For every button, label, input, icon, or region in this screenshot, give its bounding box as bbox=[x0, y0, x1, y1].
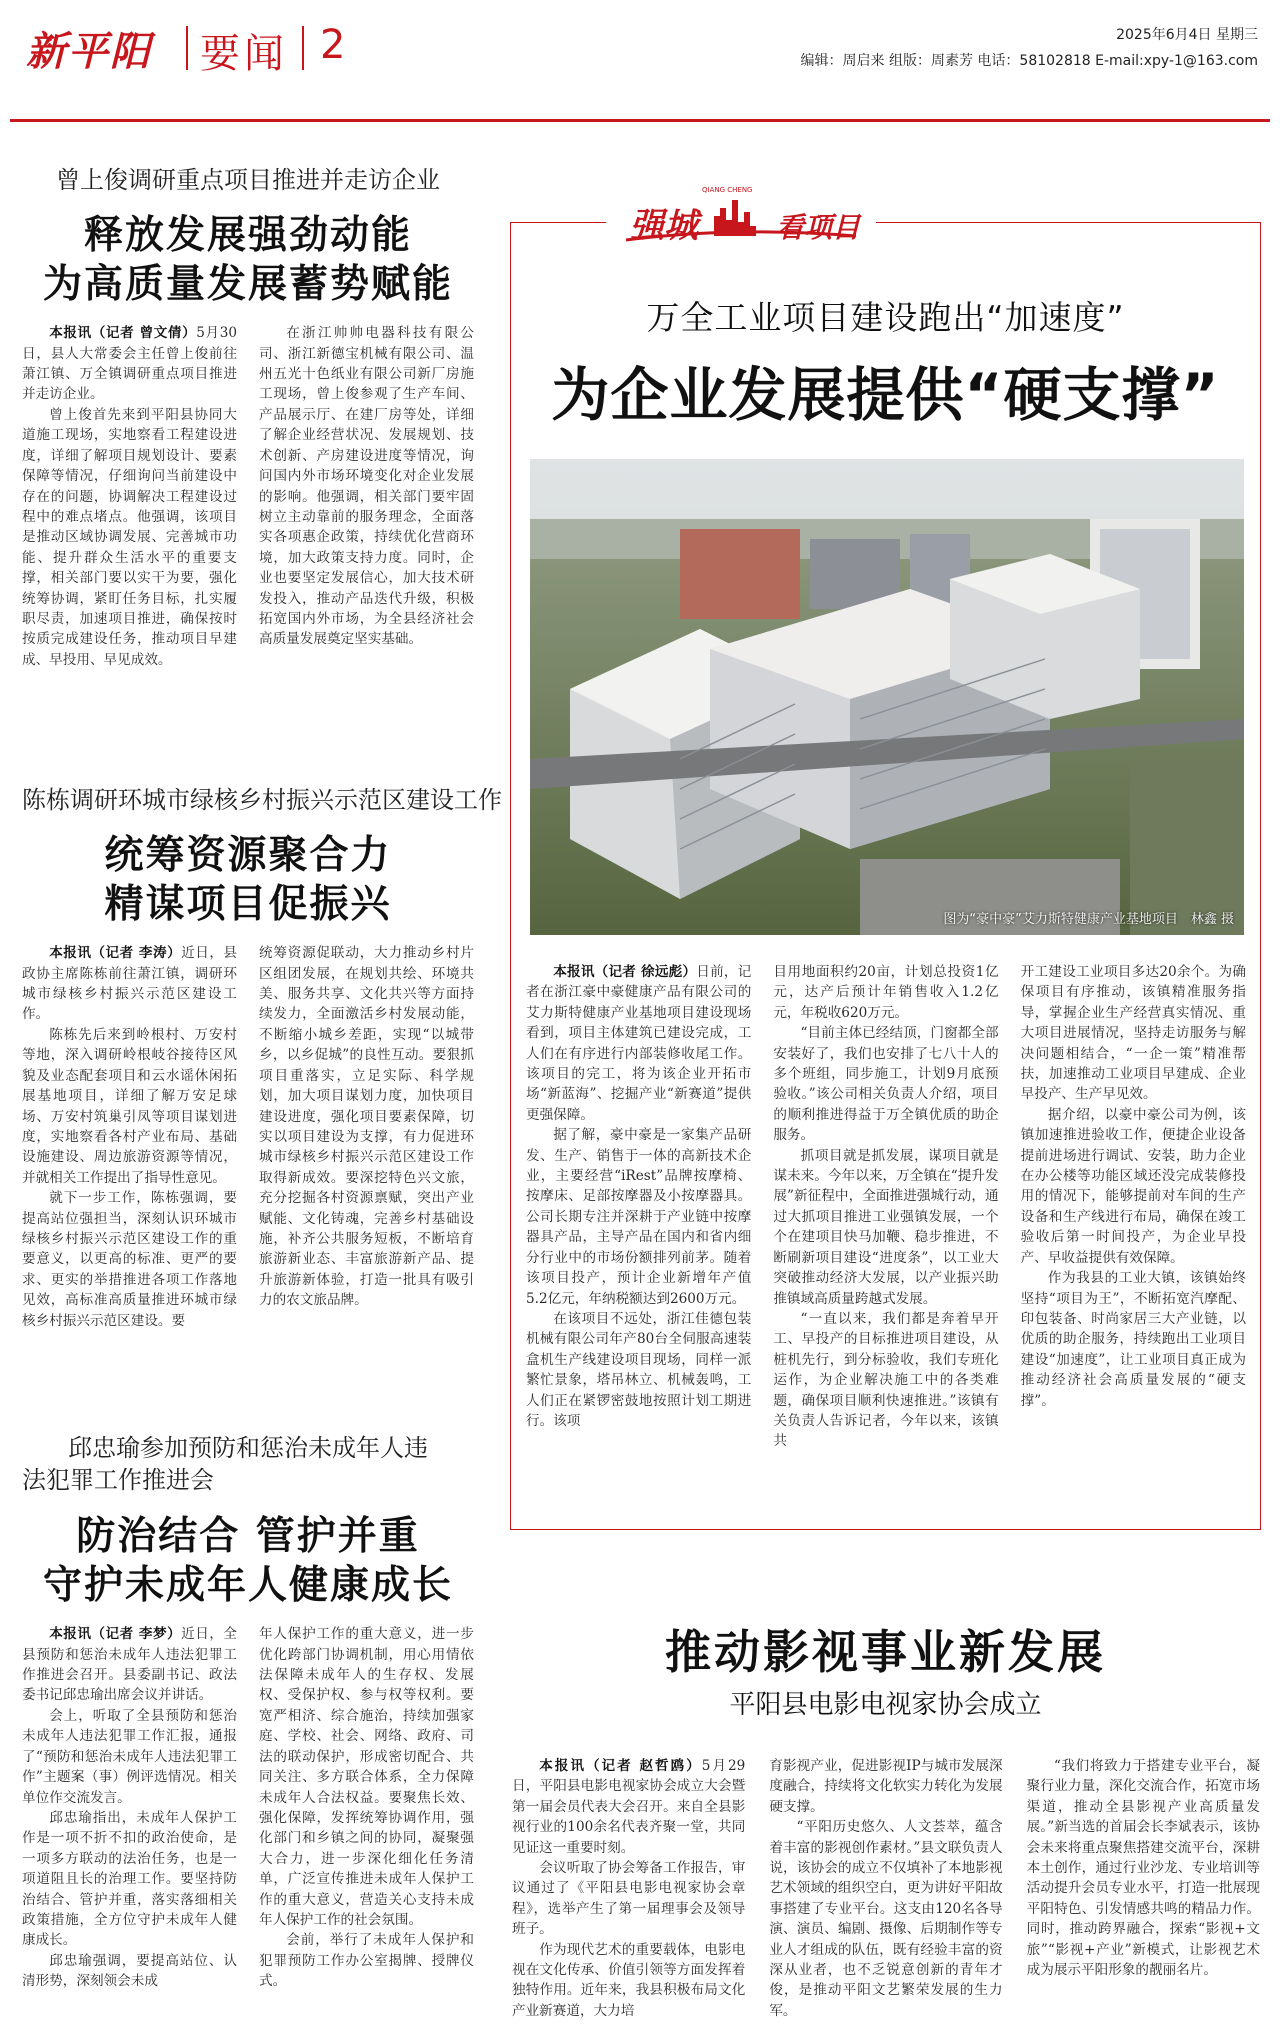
article-headline bbox=[22, 831, 474, 929]
factory-aerial-photo bbox=[530, 459, 1244, 935]
body-column bbox=[22, 1624, 237, 1992]
article-rural-revitalization bbox=[22, 780, 502, 1331]
headline-line: 统筹资源聚合力 bbox=[104, 833, 392, 878]
paragraph: “目前主体已经结顶，门窗都全部安装好了，我们也安排了七八十人的多个班组，同步施工，计划9月底预验收。”该公司相关负责人介绍，项目的顺利推进得益于万全镇优质的助企服务。 bbox=[773, 1025, 999, 1144]
article-project-visit bbox=[22, 160, 474, 670]
kicker-line: 法犯罪工作推进会 bbox=[22, 1466, 214, 1494]
byline: 本报讯（记者 徐远彪） bbox=[553, 964, 697, 980]
paragraph: 作为我县的工业大镇，该镇始终坚持“项目为王”，不断拓宽汽摩配、印包装备、时尚家居三大产业链，以优质的助企服务，持续跑出工业项目建设“加速度”，让工业项目真正成为推动经济社会高质量发展的“硬支撑”。 bbox=[1020, 1270, 1246, 1409]
paragraph: 会议听取了协会筹备工作报告，审议通过了《平阳县电影电视家协会章程》，选举产生了第一届理事会及领导班子。 bbox=[512, 1860, 746, 1938]
article-minor-protection bbox=[22, 1432, 474, 1992]
paragraph: 会前，举行了未成年人保护和犯罪预防工作办公室揭牌、授牌仪式。 bbox=[259, 1932, 474, 1990]
section-title: 要闻 bbox=[200, 31, 288, 77]
body-column bbox=[22, 323, 237, 670]
byline: 本报讯（记者 李涛） bbox=[49, 945, 182, 962]
article-kicker bbox=[22, 1432, 474, 1496]
body-column bbox=[773, 962, 998, 1452]
paragraph: 近日，县政协主席陈栋前往萧江镇，调研环城市绿核乡村振兴示范区建设工作。 bbox=[22, 945, 237, 1023]
paragraph: 曾上俊首先来到平阳县协同大道施工现场，实地察看工程建设进度，详细了解项目规划设计、要素保障等情况，仔细询问当前建设中存在的问题，协调解决工程建设过程中的难点堵点。他强调，该项目是推动区域协调发展、完善城市功能、提升群众生活水平的重要支撑，相关部门要以实干为要，强化统筹协调，紧盯任务目标，扎实履职尽责，加速项目推进，确保按时按质完成建设任务，推动项目早建成、早投用、早见成效。 bbox=[22, 406, 237, 668]
headline-line: 守护未成年人健康成长 bbox=[42, 1563, 453, 1609]
strong-city-logo bbox=[606, 186, 876, 252]
masthead-divider bbox=[302, 26, 304, 70]
paragraph: 就下一步工作，陈栋强调，要提高站位强担当，深刻认识环城市绿核乡村振兴示范区建设工作的重要意义，以更高的标准、更严的要求、更实的举措推进各项工作落地见效，高标准高质量推进环城市绿核乡村振兴示范区建设。要 bbox=[22, 1190, 237, 1329]
article-headline bbox=[22, 211, 474, 309]
masthead-divider bbox=[186, 26, 188, 70]
paragraph: 邱忠瑜指出，未成年人保护工作是一项不折不扣的政治使命，是一项多方联动的法治任务，也是一项道阻且长的治理工作。要坚持防治结合、管护并重，落实落细相关政策措施，全方位守护未成年人健康成长。 bbox=[22, 1809, 237, 1949]
byline: 本报讯（记者 李梦） bbox=[49, 1626, 182, 1643]
body-column bbox=[259, 1624, 474, 1992]
headline-line: 为高质量发展蓄势赋能 bbox=[42, 262, 453, 308]
body-column bbox=[259, 943, 474, 1331]
film-subheadline: 平阳县电影电视家协会成立 bbox=[729, 1690, 1042, 1720]
body-column bbox=[22, 943, 237, 1331]
article-body bbox=[22, 1624, 474, 1992]
paper-logo: 新平阳 bbox=[26, 28, 152, 75]
paragraph: “我们将致力于搭建专业平台，凝聚行业力量，深化交流合作，拓宽市场渠道，推动全县影视产业高质量发展。”新当选的首届会长李斌表示，该协会未来将重点聚焦搭建交流平台，深耕本土创作，通过行业沙龙、专业培训等活动提升会员专业水平，打造一批展现平阳特色、引发情感共鸣的精品力作。同时，推动跨界融合，探索“影视+文旅”“影视+产业”新模式，让影视艺术成为展示平阳形象的靓丽名片。 bbox=[1026, 1758, 1260, 1979]
body-column bbox=[1027, 1756, 1260, 2026]
logo-main-text: 强城 bbox=[630, 206, 698, 246]
kicker-line: 邱忠瑜参加预防和惩治未成年人违 bbox=[68, 1434, 428, 1462]
photo-caption: 图为“豪中豪”艾力斯特健康产业基地项目 林鑫 摄 bbox=[943, 912, 1234, 927]
masthead bbox=[0, 0, 1280, 120]
paragraph: 目用地面积约20亩，计划总投资1亿元，达产后预计年销售收入1.2亿元，年税收620万元。 bbox=[773, 964, 999, 1021]
article-kicker: 陈栋调研环城市绿核乡村振兴示范区建设工作 bbox=[22, 786, 502, 814]
film-headline: 推动影视事业新发展 bbox=[665, 1625, 1106, 1679]
paragraph: 近日，全县预防和惩治未成年人违法犯罪工作推进会召开。县委副书记、政法委书记邱忠瑜出席会议并讲话。 bbox=[22, 1626, 237, 1704]
issue-date: 2025年6月4日 星期三 bbox=[1116, 27, 1258, 43]
paragraph: 日前，记者在浙江豪中豪健康产品有限公司的艾力斯特健康产业基地项目建设现场看到，项目主体建筑已建设完成，工人们在有序进行内部装修收尾工作。该项目的完工，将为该企业开拓市场“新蓝海”、挖掘产业“新赛道”提供更强保障。 bbox=[526, 964, 752, 1123]
body-column bbox=[259, 323, 474, 670]
paragraph: 开工建设工业项目多达20余个。为确保项目有序推动，该镇精准服务指导，掌握企业生产经营真实情况、重大项目进展情况，坚持走访服务与解决问题相结合，“一企一策”精准帮扶，加速推动工业项目早建成、企业早投产、生产早见效。 bbox=[1020, 964, 1246, 1103]
logo-pinyin: QIANG CHENG bbox=[702, 186, 753, 194]
headline-line: 防治结合 管护并重 bbox=[76, 1514, 420, 1559]
editor-info: 编辑：周启来 组版：周素芳 电话：58102818 E-mail:xpy-1@163.com bbox=[800, 53, 1258, 69]
paragraph: “一直以来，我们都是奔着早开工、早投产的目标推进项目建设，从桩机先行，到分标验收，我们专班化运作，为企业解决施工中的各类难题，确保项目顺利快速推进。”该镇有关负责人告诉记者，今年以来，该镇共 bbox=[773, 1310, 999, 1450]
body-column bbox=[526, 962, 751, 1452]
article-headline bbox=[22, 1512, 474, 1610]
film-body bbox=[512, 1756, 1260, 2026]
masthead-rule bbox=[10, 119, 1270, 122]
paragraph: 在浙江帅帅电器科技有限公司、浙江新德宝机械有限公司、温州五光十色纸业有限公司新厂房施工现场，曾上俊参观了生产车间、产品展示厅、在建厂房等处，详细了解企业经营状况、发展规划、技术创新、产房建设进度等情况，询问国内外市场环境变化对企业发展的影响。他强调，相关部门要牢固树立主动靠前的服务理念，全面落实各项惠企政策，持续优化营商环境，加大政策支持力度。同时，企业也要坚定发展信心，加大技术研发投入，推动产品迭代升级，积极拓宽国内外市场，为全县经济社会高质量发展奠定坚实基础。 bbox=[259, 325, 474, 648]
headline-line: 释放发展强劲动能 bbox=[83, 213, 412, 258]
body-column bbox=[769, 1756, 1002, 2026]
paragraph: 据了解，豪中豪是一家集产品研发、生产、销售于一体的高新技术企业，主要经营“iRest”品牌按摩椅、按摩床、足部按摩器及小按摩器具。公司长期专注并深耕于产业链中按摩器具产品，主导产品在国内和省内细分行业中的市场份额排列前茅。随着该项目投产，预计企业新增年产值5.2亿元，年纳税额达到2600万元。 bbox=[526, 1127, 752, 1307]
paragraph: 5月30日，县人大常委会主任曾上俊前往萧江镇、万全镇调研重点项目推进并走访企业。 bbox=[22, 325, 238, 403]
paragraph: 在该项目不远处，浙江佳德包装机械有限公司年产80台全伺服高速装盒机生产线建设项目现场，同样一派繁忙景象，塔吊林立、机械轰鸣，工人们正在紧锣密鼓地按照计划工期进行。该项 bbox=[526, 1310, 752, 1429]
feature-subheadline: 万全工业项目建设跑出“加速度” bbox=[646, 298, 1125, 337]
feature-photo bbox=[530, 459, 1244, 935]
paragraph: 统筹资源促联动，大力推动乡村片区组团发展，在规划共绘、环境共美、服务共享、文化共兴等方面持续发力，全面激活乡村发展动能，不断缩小城乡差距，实现“以城带乡，以乡促城”的良性互动。要狠抓项目重落实，立足实际、科学规划，加大项目谋划力度，加快项目建设进度，强化项目要素保障，切实以项目建设为支撑，有力促进环城市绿核乡村振兴示范区建设工作取得新成效。要深挖特色兴文旅，充分挖掘各村资源禀赋，突出产业赋能、文化铸魂，完善乡村基础设施，补齐公共服务短板，不断培育旅游新业态、丰富旅游新产品、提升旅游新体验，打造一批具有吸引力的农文旅品牌。 bbox=[259, 945, 474, 1309]
article-body bbox=[22, 323, 474, 670]
paragraph: 5月29日，平阳县电影电视家协会成立大会暨第一届会员代表大会召开。来自全县影视行业的100余名代表齐聚一堂，共同见证这一重要时刻。 bbox=[512, 1758, 746, 1856]
paragraph: 据介绍，以豪中豪公司为例，该镇加速推进验收工作，便捷企业设备提前进场进行调试、安装，助力企业在办公楼等功能区域还没完成装修投用的情况下，能够提前对车间的生产设备和生产线进行布局，确保在竣工验收后第一时间投产，为企业早投产、早收益提供有效保障。 bbox=[1020, 1106, 1246, 1266]
headline-line: 精谋项目促振兴 bbox=[104, 882, 392, 928]
paragraph: 邱忠瑜强调，要提高站位、认清形势，深刻领会未成 bbox=[22, 1952, 237, 1990]
body-column bbox=[1021, 962, 1246, 1452]
body-column bbox=[512, 1756, 745, 2026]
paragraph: “平阳历史悠久、人文荟萃，蕴含着丰富的影视创作素材。”县文联负责人说，该协会的成立不仅填补了本地影视艺术领域的组织空白，更为讲好平阳故事搭建了专业平台。这支由120名各导演、演员、编剧、摄像、后期制作等专业人才组成的队伍，既有经验丰富的资深从业者，也不乏锐意创新的青年才俊，是推动平阳文艺繁荣发展的生力军。 bbox=[769, 1819, 1003, 2019]
paragraph: 作为现代艺术的重要载体，电影电视在文化传承、价值引领等方面发挥着独特作用。近年来，我县积极布局文化产业新赛道，大力培 bbox=[512, 1941, 746, 2019]
feature-body bbox=[526, 962, 1246, 1452]
byline: 本报讯（记者 曾文倩） bbox=[49, 325, 197, 342]
paragraph: 育影视产业，促进影视IP与城市发展深度融合，持续将文化软实力转化为发展硬支撑。 bbox=[769, 1758, 1003, 1815]
byline: 本报讯（记者 赵哲鸥） bbox=[539, 1758, 702, 1774]
article-body bbox=[22, 943, 474, 1331]
page-number: 2 bbox=[320, 22, 346, 68]
feature-headline: 为企业发展提供“硬支撑” bbox=[551, 361, 1220, 429]
paragraph: 抓项目就是抓发展，谋项目就是谋未来。今年以来，万全镇在“提升发展”新征程中，全面推进强城行动，通过大抓项目推进工业强镇发展，一个个在建项目快马加鞭、稳步推进，不断刷新项目建设“进度条”，以工业大突破推动经济大发展，以产业振兴助推镇域高质量跨越式发展。 bbox=[773, 1147, 999, 1307]
paragraph: 会上，听取了全县预防和惩治未成年人违法犯罪工作汇报，通报了“预防和惩治未成年人违法犯罪工作”主题案（事）例评选情况。相关单位作交流发言。 bbox=[22, 1707, 237, 1806]
logo-sub-text: 看项目 bbox=[776, 211, 861, 244]
paragraph: 陈栋先后来到岭根村、万安村等地，深入调研岭根岐谷接待区风貌及业态配套项目和云水谣休闲拓展基地项目，详细了解万安足球场、万安村筑巢引凤等项目谋划进度，实地察看各村产业布局、基础设施建设、周边旅游资源等情况，并就相关工作提出了指导性意见。 bbox=[22, 1026, 237, 1186]
paragraph: 年人保护工作的重大意义，进一步优化跨部门协调机制，用心用情依法保障未成年人的生存权、发展权、受保护权、参与权等权利。要宽严相济、综合施治，持续加强家庭、学校、社会、网络、政府、司法的联动保护，形成密切配合、共同关注、多方联合体系，全力保障未成年人合法权益。要聚焦长效、强化保障，发挥统筹协调作用，强化部门和乡镇之间的协同，凝聚强大合力，进一步深化细化任务清单，广泛宣传推进未成年人保护工作的重大意义，营造关心支持未成年人保护工作的社会氛围。 bbox=[259, 1626, 474, 1928]
article-kicker: 曾上俊调研重点项目推进并走访企业 bbox=[56, 166, 440, 194]
